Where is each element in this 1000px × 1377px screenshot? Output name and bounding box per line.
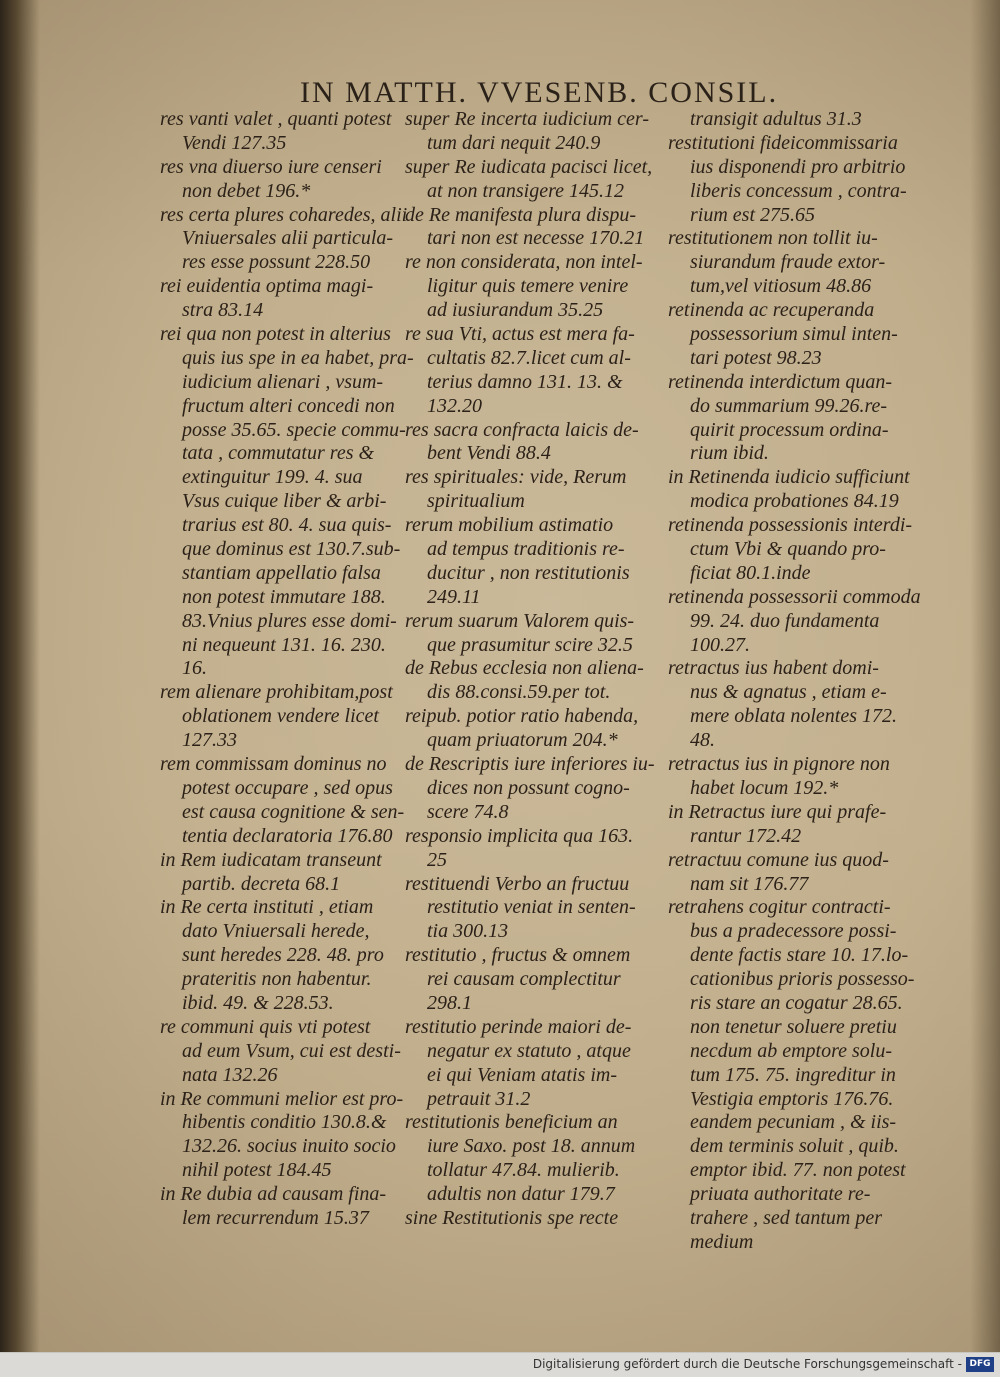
index-line: ni nequeunt 131. 16. 230.: [182, 633, 386, 656]
index-line: retrahens cogitur contracti-: [668, 896, 891, 919]
page-edge-shadow: [970, 0, 1000, 1352]
index-line: 298.1: [427, 991, 472, 1014]
index-line: 83.Vnius plures esse domi-: [182, 609, 397, 632]
index-line: res spirituales: vide, Rerum: [405, 466, 627, 489]
index-line: retinenda ac recuperanda: [668, 299, 875, 322]
index-line: 16.: [182, 657, 207, 680]
index-line: 48.: [690, 729, 715, 752]
index-line: res vanti valet , quanti potest: [160, 108, 392, 130]
index-line: partib. decreta 68.1: [182, 872, 341, 895]
index-line: 100.27.: [690, 633, 750, 656]
index-line: bus a pradecessore possi-: [690, 920, 897, 943]
index-line: transigit adultus 31.3: [690, 108, 862, 130]
dfg-logo: DFG: [966, 1357, 994, 1372]
index-line: siurandum fraude extor-: [690, 251, 886, 274]
index-line: tum dari nequit 240.9: [427, 131, 601, 154]
index-line: ibid. 49. & 228.53.: [182, 991, 334, 1014]
index-line: 249.11: [427, 585, 481, 608]
index-line: bent Vendi 88.4: [427, 442, 551, 465]
index-line: ctum Vbi & quando pro-: [690, 538, 886, 561]
index-line: de Rescriptis iure inferiores iu-: [405, 753, 655, 776]
index-line: tentia declaratoria 176.80: [182, 824, 393, 847]
book-binding-shadow: [0, 0, 40, 1352]
index-line: non debet 196.*: [182, 179, 311, 202]
footer-credit-text: Digitalisierung gefördert durch die Deutsche Forschungsgemeinschaft -: [532, 1357, 962, 1371]
index-line: cationibus prioris possesso-: [690, 968, 915, 991]
digitization-footer: [0, 1352, 1000, 1377]
index-line: adultis non datur 179.7: [427, 1183, 615, 1206]
running-header: IN MATTH. VVESENB. CONSIL.: [300, 76, 779, 109]
index-line: petrauit 31.2: [427, 1087, 531, 1110]
index-line: responsio implicita qua 163.: [405, 824, 634, 847]
index-line: lem recurrendum 15.37: [182, 1206, 369, 1229]
index-line: restitutioni fideicommissaria: [668, 131, 898, 154]
index-line: rei qua non potest in alterius: [160, 323, 391, 346]
index-line: nihil potest 184.45: [182, 1159, 332, 1182]
index-line: nata 132.26: [182, 1063, 278, 1086]
index-line: rium ibid.: [690, 442, 769, 465]
index-line: rerum suarum Valorem quis-: [405, 609, 635, 632]
index-line: necdum ab emptore solu-: [690, 1039, 892, 1062]
index-line: spiritualium: [427, 490, 525, 513]
index-line: ad eum Vsum, cui est desti-: [182, 1039, 401, 1062]
index-line: dices non possunt cogno-: [427, 776, 630, 799]
index-line: rei causam complectitur: [427, 968, 621, 991]
index-line: ris stare an cogatur 28.65.: [690, 991, 903, 1014]
index-line: nam sit 176.77: [690, 872, 809, 895]
index-line: dis 88.consi.59.per tot.: [427, 681, 611, 704]
index-line: tia 300.13: [427, 920, 509, 943]
index-line: dato Vniuersali herede,: [182, 920, 370, 943]
index-line: potest occupare , sed opus: [182, 776, 393, 799]
index-line: quirit processum ordina-: [690, 418, 889, 441]
index-line: Vestigia emptoris 176.76.: [690, 1087, 894, 1110]
index-line: quam priuatorum 204.*: [427, 729, 618, 752]
index-line: tata , commutatur res &: [182, 442, 375, 465]
index-line: in Retractus iure qui prafe-: [668, 800, 887, 823]
index-line: ducitur , non restitutionis: [427, 561, 630, 584]
index-line: que prasumitur scire 32.5: [427, 633, 633, 656]
index-line: ficiat 80.1.inde: [690, 561, 811, 584]
index-line: res vna diuerso iure censeri: [160, 155, 382, 178]
index-line: 99. 24. duo fundamenta: [690, 609, 880, 632]
index-line: restitutionem non tollit iu-: [668, 227, 878, 250]
index-line: retractus ius in pignore non: [668, 753, 890, 776]
index-line: ad iusiurandum 35.25: [427, 299, 604, 322]
index-line: do summarium 99.26.re-: [690, 394, 888, 417]
index-line: ei qui Veniam atatis im-: [427, 1063, 617, 1086]
index-line: posse 35.65. specie commu-: [182, 418, 406, 441]
index-line: habet locum 192.*: [690, 776, 839, 799]
index-line: que dominus est 130.7.sub-: [182, 538, 401, 561]
index-line: nus & agnatus , etiam e-: [690, 681, 887, 704]
index-line: scere 74.8: [427, 800, 509, 823]
index-line: priuata authoritate re-: [690, 1183, 871, 1206]
index-line: at non transigere 145.12: [427, 179, 625, 202]
index-line: Vniuersales alii particula-: [182, 227, 394, 250]
index-line: tari potest 98.23: [690, 346, 822, 369]
index-line: restitutio veniat in senten-: [427, 896, 636, 919]
index-line: iudicium alienari , vsum-: [182, 370, 384, 393]
index-line: eandem pecuniam , & iis-: [690, 1111, 897, 1134]
index-line: res sacra confracta laicis de-: [405, 418, 639, 441]
index-line: in Re certa instituti , etiam: [160, 896, 374, 919]
index-line: fructum alteri concedi non: [182, 394, 395, 417]
index-line: dem terminis soluit , quib.: [690, 1135, 899, 1158]
index-line: trarius est 80. 4. sua quis-: [182, 514, 392, 537]
index-line: de Rebus ecclesia non aliena-: [405, 657, 644, 680]
index-line: Vsus cuique liber & arbi-: [182, 490, 387, 513]
index-line: est causa cognitione & sen-: [182, 800, 405, 823]
index-line: restitutionis beneficium an: [405, 1111, 618, 1134]
index-column-1: [160, 108, 414, 1231]
index-line: stantiam appellatio falsa: [182, 561, 381, 584]
index-line: super Re incerta iudicium cer-: [405, 108, 649, 130]
index-line: oblationem vendere licet: [182, 705, 379, 728]
index-line: rium est 275.65: [690, 203, 815, 226]
index-line: liberis concessum , contra-: [690, 179, 907, 202]
index-line: res certa plures coharedes, alii: [160, 203, 408, 226]
index-line: in Re dubia ad causam fina-: [160, 1183, 387, 1206]
index-line: tari non est necesse 170.21: [427, 227, 645, 250]
index-line: retractus ius habent domi-: [668, 657, 879, 680]
index-line: trahere , sed tantum per: [690, 1206, 883, 1229]
index-line: res esse possunt 228.50: [182, 251, 371, 274]
index-line: retinenda possessorii commoda: [668, 585, 921, 608]
index-line: non potest immutare 188.: [182, 585, 386, 608]
index-line: 127.33: [182, 729, 237, 752]
index-line: rem commissam dominus no: [160, 753, 387, 776]
index-line: de Re manifesta plura dispu-: [405, 203, 637, 226]
index-line: in Re communi melior est pro-: [160, 1087, 404, 1110]
index-line: modica probationes 84.19: [690, 490, 899, 513]
index-line: negatur ex statuto , atque: [427, 1039, 631, 1062]
index-line: mere oblata nolentes 172.: [690, 705, 898, 728]
index-line: in Rem iudicatam transeunt: [160, 848, 382, 871]
index-line: iure Saxo. post 18. annum: [427, 1135, 636, 1158]
index-line: re sua Vti, actus est mera fa-: [405, 323, 635, 346]
index-line: rem alienare prohibitam,post: [160, 681, 393, 704]
index-line: re non considerata, non intel-: [405, 251, 643, 274]
index-line: rei euidentia optima magi-: [160, 275, 374, 298]
index-line: sine Restitutionis spe recte: [405, 1206, 619, 1229]
index-line: 132.26. socius inuito socio: [182, 1135, 396, 1158]
index-line: restitutio , fructus & omnem: [405, 944, 631, 967]
index-line: ligitur quis temere venire: [427, 275, 629, 298]
index-line: sunt heredes 228. 48. pro: [182, 944, 384, 967]
index-line: emptor ibid. 77. non potest: [690, 1159, 906, 1182]
index-line: quis ius spe in ea habet, pra-: [182, 346, 414, 369]
index-line: prateritis non habentur.: [182, 968, 372, 991]
index-line: retractuu comune ius quod-: [668, 848, 889, 871]
index-line: retinenda interdictum quan-: [668, 370, 893, 393]
index-line: dente factis stare 10. 17.lo-: [690, 944, 909, 967]
index-column-3: [668, 108, 938, 1255]
index-line: tollatur 47.84. mulierib.: [427, 1159, 620, 1182]
index-line: ad tempus traditionis re-: [427, 538, 625, 561]
index-line: tum,vel vitiosum 48.86: [690, 275, 872, 298]
index-line: 132.20: [427, 394, 482, 417]
index-line: cultatis 82.7.licet cum al-: [427, 346, 631, 369]
index-line: retinenda possessionis interdi-: [668, 514, 913, 537]
index-line: rerum mobilium astimatio: [405, 514, 614, 537]
index-column-2: [405, 108, 655, 1231]
index-line: ius disponendi pro arbitrio: [690, 155, 906, 178]
index-line: non tenetur soluere pretiu: [690, 1015, 897, 1038]
index-line: restituendi Verbo an fructuu: [405, 872, 630, 895]
index-line: Vendi 127.35: [182, 131, 287, 154]
index-line: extinguitur 199. 4. sua: [182, 466, 363, 489]
index-line: super Re iudicata pacisci licet,: [405, 155, 653, 178]
index-line: in Retinenda iudicio sufficiunt: [668, 466, 910, 489]
index-line: terius damno 131. 13. &: [427, 370, 623, 393]
index-line: possessorium simul inten-: [690, 323, 898, 346]
index-line: 25: [427, 848, 447, 871]
index-line: restitutio perinde maiori de-: [405, 1015, 632, 1038]
index-line: rantur 172.42: [690, 824, 802, 847]
index-line: hibentis conditio 130.8.&: [182, 1111, 387, 1134]
index-line: tum 175. 75. ingreditur in: [690, 1063, 896, 1086]
index-line: stra 83.14: [182, 299, 264, 322]
index-line: re communi quis vti potest: [160, 1015, 371, 1038]
index-line: reipub. potior ratio habenda,: [405, 705, 639, 728]
index-line: medium: [690, 1230, 754, 1253]
